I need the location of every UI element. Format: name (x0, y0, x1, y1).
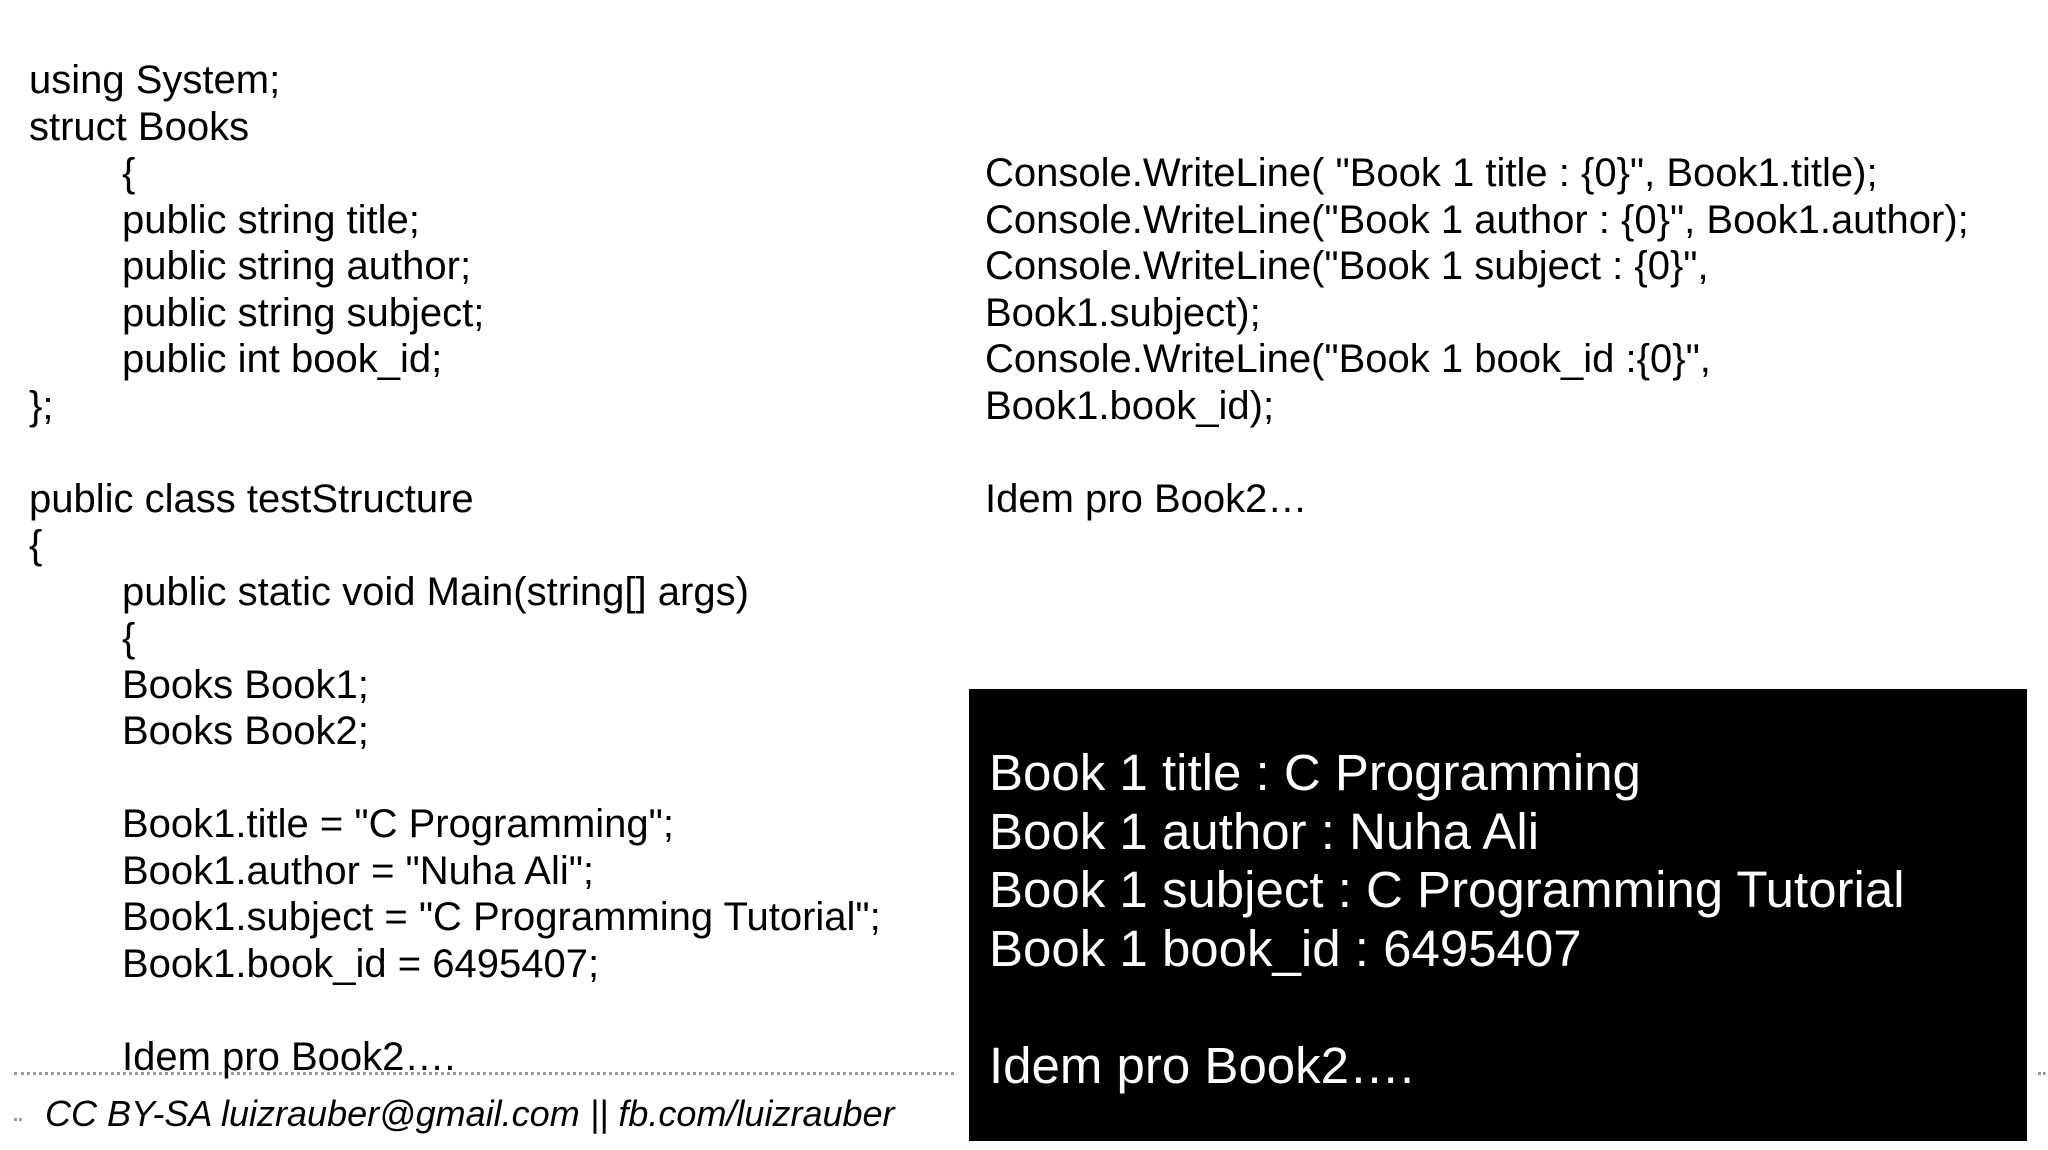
code-line: struct Books (29, 104, 250, 149)
console-output-text (989, 744, 1905, 1095)
console-output-line: Book 1 subject : C Programming Tutorial (989, 861, 1905, 918)
code-line: Console.WriteLine("Book 1 book_id :{0}", (985, 337, 1711, 381)
code-line: public string subject; (122, 290, 485, 335)
code-line (985, 429, 1969, 476)
console-output-line (989, 978, 1905, 1037)
console-output-window (969, 689, 2027, 1141)
code-line: Console.WriteLine("Book 1 author : {0}", Book1.author); (985, 197, 1969, 242)
code-line: Books Book1; (122, 662, 369, 707)
code-line (29, 987, 881, 1034)
code-line (29, 755, 881, 802)
struct-source-code (29, 57, 881, 1080)
code-line: using System; (29, 58, 281, 102)
console-output-line: Book 1 author : Nuha Ali (989, 802, 1540, 860)
footer-dotted-rule-bottom (14, 1118, 22, 1121)
code-line: public static void Main(string[] args) (122, 569, 749, 614)
code-line: Book1.book_id = 6495407; (122, 941, 600, 986)
code-line: public int book_id; (122, 337, 443, 381)
code-line: { (122, 616, 136, 660)
console-output-line: Book 1 title : C Programming (989, 744, 1641, 801)
footer-dotted-rule-right (2038, 1072, 2046, 1075)
code-line: Book1.title = "C Programming"; (122, 802, 674, 846)
code-line: Book1.subject); (985, 290, 1261, 335)
code-line: Idem pro Book2… (985, 476, 1308, 521)
license-footer: CC BY-SA luizrauber@gmail.com || fb.com/luizrauber (45, 1093, 895, 1134)
code-line: Idem pro Book2…. (122, 1034, 456, 1079)
code-line: Console.WriteLine("Book 1 subject : {0}", (985, 244, 1709, 288)
code-line: Book1.book_id); (985, 383, 1275, 428)
code-line: public string title; (122, 197, 420, 242)
code-line: Books Book2; (122, 709, 369, 753)
console-output-line: Idem pro Book2…. (989, 1036, 1415, 1094)
code-line: Book1.author = "Nuha Ali"; (122, 848, 595, 893)
code-line: }; (29, 383, 54, 428)
code-line: { (29, 523, 43, 567)
code-line (29, 429, 881, 476)
console-writeline-code (985, 150, 1969, 522)
console-output-line: Book 1 book_id : 6495407 (989, 919, 1582, 977)
code-line: { (122, 151, 136, 195)
code-line: public string author; (122, 244, 472, 288)
code-line: public class testStructure (29, 476, 474, 521)
code-line: Console.WriteLine( "Book 1 title : {0}", Book1.title); (985, 151, 1878, 195)
code-line: Book1.subject = "C Programming Tutorial"; (122, 895, 881, 939)
